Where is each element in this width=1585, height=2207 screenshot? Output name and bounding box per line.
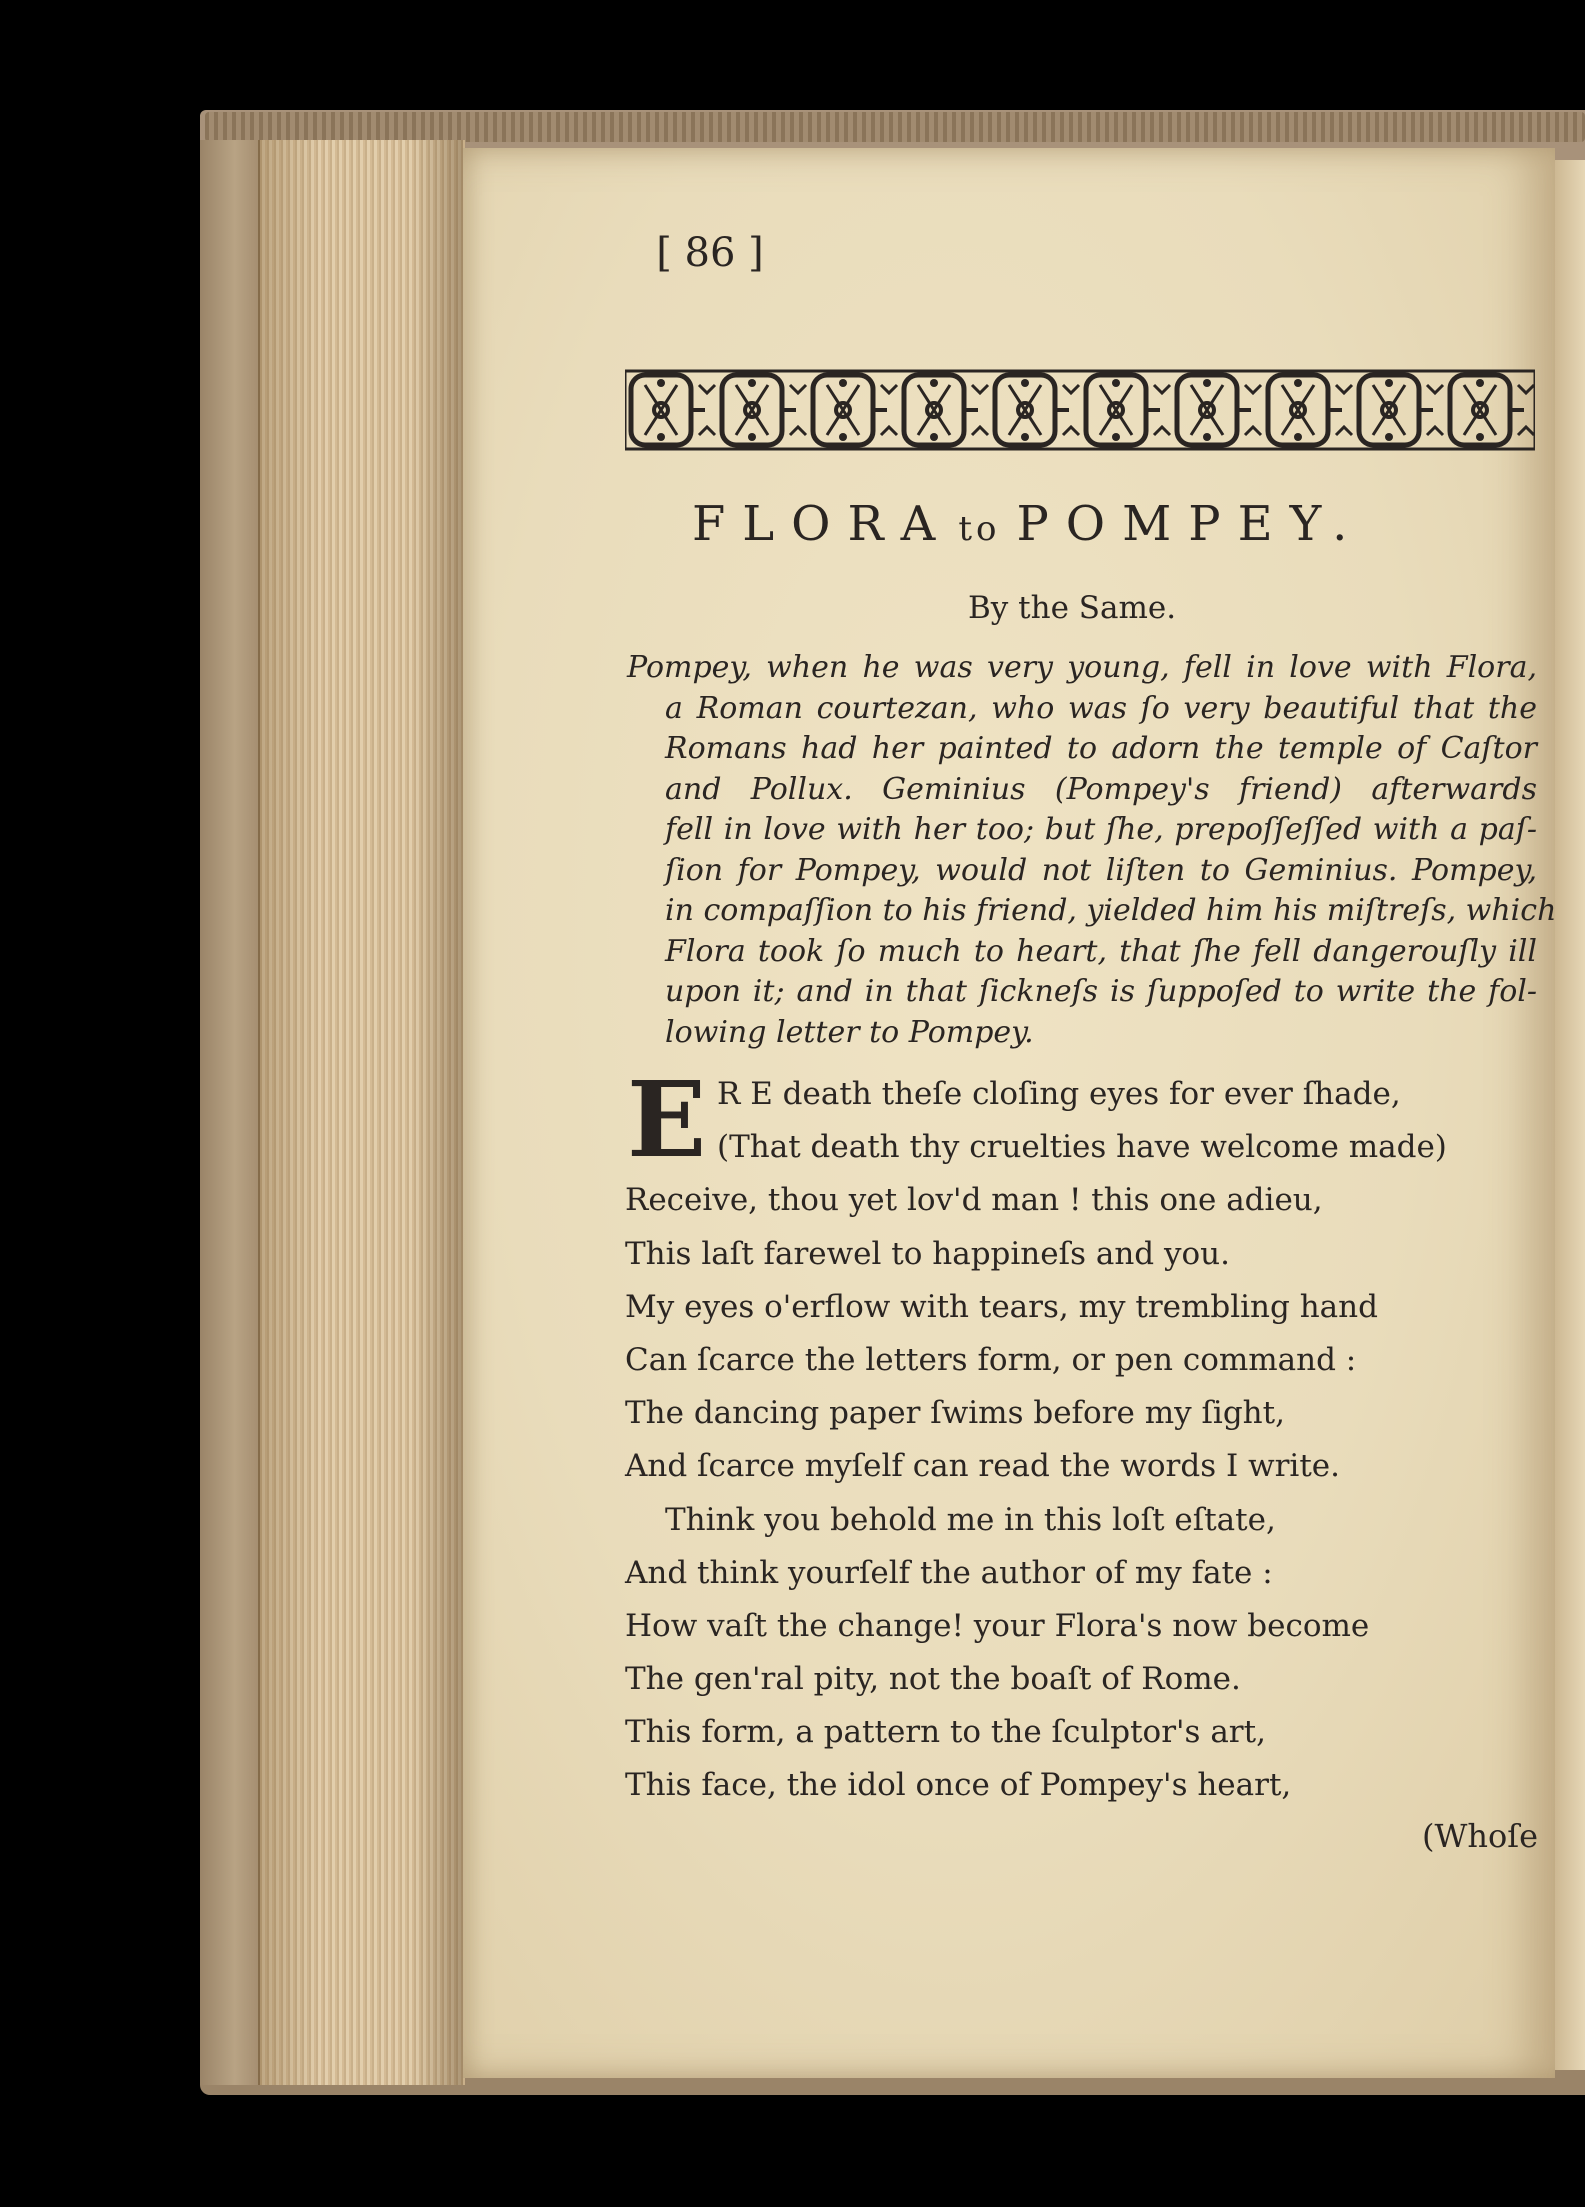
page-number: [ 86 ] bbox=[656, 230, 764, 276]
book-top-edge bbox=[205, 112, 1585, 142]
poem-line: My eyes o'erflow with tears, my trembling hand bbox=[625, 1288, 1378, 1325]
poem-line: (That death thy cruelties have welcome made) bbox=[717, 1129, 1447, 1166]
intro-line: upon it; and in that ſickneſs is ſuppoſed to write the fol- bbox=[665, 974, 1537, 1009]
intro-line: a Roman courtezan, who was ſo very beautiful that the bbox=[665, 690, 1537, 726]
drop-cap: E bbox=[627, 1058, 707, 1181]
poem-line: Think you behold me in this loſt eſtate, bbox=[665, 1501, 1276, 1538]
intro-line: Romans had her painted to adorn the temple of Caſtor bbox=[665, 731, 1537, 766]
catchword: (Whoſe bbox=[1422, 1817, 1539, 1855]
poem-line: How vaſt the change! your Flora's now become bbox=[625, 1607, 1370, 1644]
book-spine bbox=[200, 140, 258, 2085]
intro-line: lowing letter to Pompey. bbox=[665, 1014, 1034, 1050]
intro-line: in compaſſion to his friend, yielded him his miſtreſs, which bbox=[665, 893, 1557, 928]
poem-title bbox=[692, 496, 1364, 552]
intro-line: Flora took ſo much to heart, that ſhe fell dangerouſly ill bbox=[665, 933, 1537, 969]
byline: By the Same. bbox=[968, 590, 1177, 626]
poem-line: This form, a pattern to the ſculptor's art, bbox=[625, 1714, 1266, 1751]
poem-line: This laſt farewel to happineſs and you. bbox=[625, 1235, 1230, 1272]
poem-line: And think yourſelf the author of my fate : bbox=[625, 1554, 1273, 1591]
intro-line: and Pollux. Geminius (Pompey's friend) afterwards bbox=[665, 771, 1537, 807]
poem-line: R E death theſe cloſing eyes for ever ſhade, bbox=[717, 1076, 1401, 1112]
intro-line: ſion for Pompey, would not liſten to Geminius. Pompey, bbox=[665, 852, 1537, 888]
intro-line: Pompey, when he was very young, fell in love with Flora, bbox=[627, 650, 1537, 685]
page-block-shade bbox=[258, 140, 463, 2085]
intro-line: fell in love with her too; but ſhe, prepoſſeſſed with a paſ- bbox=[665, 812, 1537, 847]
poem-line: Receive, thou yet lov'd man ! this one adieu, bbox=[625, 1182, 1323, 1219]
ornament-band bbox=[625, 365, 1535, 455]
poem-line: And ſcarce myſelf can read the words I write. bbox=[625, 1448, 1340, 1485]
poem-line: Can ſcarce the letters form, or pen command : bbox=[625, 1341, 1357, 1378]
poem-line: This face, the idol once of Pompey's heart, bbox=[625, 1767, 1292, 1804]
poem-line: The gen'ral pity, not the boaſt of Rome. bbox=[625, 1661, 1241, 1698]
intro-paragraph bbox=[627, 648, 1557, 1053]
title-flora: FLORA bbox=[692, 496, 953, 552]
facing-page-edge bbox=[1555, 160, 1585, 2070]
poem-body bbox=[625, 1058, 1525, 1813]
title-pompey: POMPEY. bbox=[1016, 496, 1365, 552]
title-to: to bbox=[958, 509, 1001, 549]
poem-line: The dancing paper ſwims before my ſight, bbox=[625, 1395, 1285, 1432]
